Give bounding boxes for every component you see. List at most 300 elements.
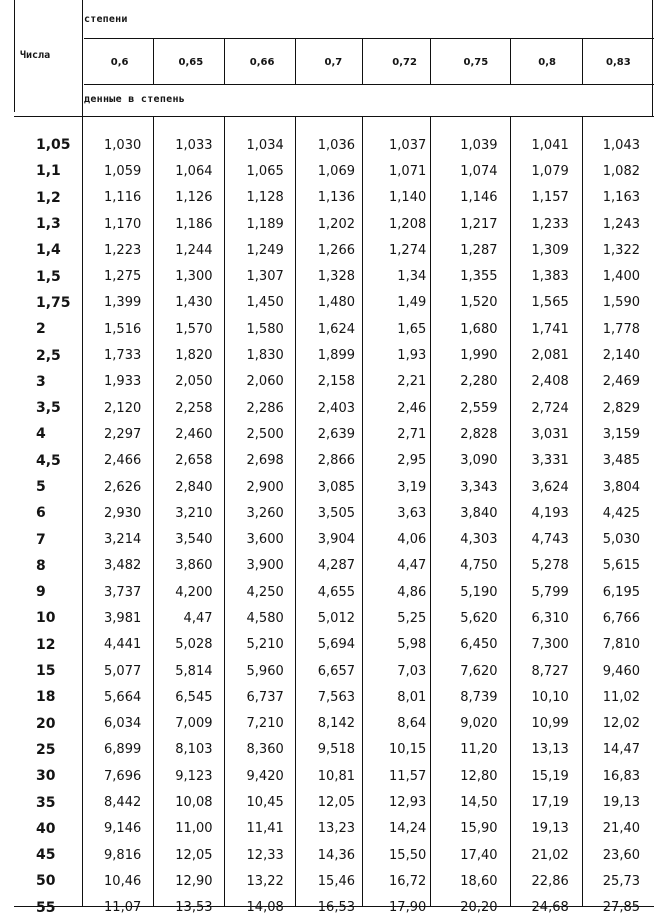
table-row xyxy=(14,395,654,421)
power-value-cell: 1,399 xyxy=(104,295,142,311)
row-number-cell: 4 xyxy=(36,426,46,443)
power-value-cell: 6,657 xyxy=(317,663,355,679)
power-value-cell: 3,624 xyxy=(531,479,569,495)
power-value-cell: 1,830 xyxy=(246,348,284,364)
power-value-cell: 8,01 xyxy=(397,689,427,705)
header-column-rule xyxy=(430,38,431,84)
power-value-cell: 2,081 xyxy=(531,348,569,364)
table-row xyxy=(14,369,654,395)
power-value-cell: 5,012 xyxy=(317,610,355,626)
power-value-cell: 1,93 xyxy=(397,348,427,364)
row-number-cell: 3 xyxy=(36,373,46,390)
power-value-cell: 1,079 xyxy=(531,163,569,179)
power-value-cell: 6,899 xyxy=(104,742,142,758)
power-value-cell: 24,68 xyxy=(531,900,569,916)
row-number-cell: 2 xyxy=(36,321,46,338)
power-value-cell: 3,485 xyxy=(602,453,640,469)
row-number-cell: 1,75 xyxy=(36,294,71,311)
power-value-cell: 12,90 xyxy=(175,873,213,889)
power-value-cell: 3,540 xyxy=(175,532,213,548)
power-value-cell: 3,210 xyxy=(175,505,213,521)
power-value-cell: 10,81 xyxy=(317,768,355,784)
power-value-cell: 4,47 xyxy=(397,558,427,574)
power-value-cell: 4,287 xyxy=(317,558,355,574)
power-value-cell: 2,900 xyxy=(246,479,284,495)
power-value-cell: 1,990 xyxy=(460,348,498,364)
power-value-cell: 6,310 xyxy=(531,610,569,626)
header-exponent-label: степени xyxy=(84,14,128,25)
power-value-cell: 16,53 xyxy=(317,900,355,916)
power-value-cell: 1,590 xyxy=(602,295,640,311)
power-value-cell: 1,933 xyxy=(104,374,142,390)
power-value-cell: 1,680 xyxy=(460,321,498,337)
power-value-cell: 1,157 xyxy=(531,190,569,206)
power-value-cell: 10,46 xyxy=(104,873,142,889)
power-value-cell: 1,580 xyxy=(246,321,284,337)
power-value-cell: 2,658 xyxy=(175,453,213,469)
stub-divider-rule xyxy=(82,0,83,116)
table-row xyxy=(14,842,654,868)
power-value-cell: 2,829 xyxy=(602,400,640,416)
power-value-cell: 2,280 xyxy=(460,374,498,390)
power-value-cell: 12,80 xyxy=(460,768,498,784)
power-value-cell: 3,331 xyxy=(531,453,569,469)
power-value-cell: 1,307 xyxy=(246,269,284,285)
table-row xyxy=(14,684,654,710)
power-value-cell: 5,278 xyxy=(531,558,569,574)
power-value-cell: 1,202 xyxy=(317,216,355,232)
power-value-cell: 17,40 xyxy=(460,847,498,863)
power-value-cell: 11,00 xyxy=(175,821,213,837)
power-value-cell: 11,57 xyxy=(389,768,427,784)
power-value-cell: 19,13 xyxy=(602,795,640,811)
table-row xyxy=(14,132,654,158)
row-number-cell: 15 xyxy=(36,663,56,680)
power-value-cell: 1,65 xyxy=(397,321,427,337)
power-value-cell: 9,420 xyxy=(246,768,284,784)
power-value-cell: 1,383 xyxy=(531,269,569,285)
power-value-cell: 1,064 xyxy=(175,163,213,179)
power-value-cell: 5,694 xyxy=(317,637,355,653)
power-value-cell: 1,030 xyxy=(104,137,142,153)
power-value-cell: 10,10 xyxy=(531,689,569,705)
power-value-cell: 15,90 xyxy=(460,821,498,837)
power-value-cell: 2,95 xyxy=(397,453,427,469)
header-column-rule xyxy=(153,38,154,84)
power-value-cell: 9,146 xyxy=(104,821,142,837)
power-value-cell: 1,059 xyxy=(104,163,142,179)
table-row xyxy=(14,211,654,237)
power-value-cell: 4,441 xyxy=(104,637,142,653)
table-body xyxy=(14,132,654,921)
exponent-header-cell: 0,6 xyxy=(110,56,129,68)
power-value-cell: 1,163 xyxy=(602,190,640,206)
power-value-cell: 9,816 xyxy=(104,847,142,863)
table-row xyxy=(14,711,654,737)
power-value-cell: 3,63 xyxy=(397,505,427,521)
power-value-cell: 2,158 xyxy=(317,374,355,390)
table-row xyxy=(14,185,654,211)
power-value-cell: 1,480 xyxy=(317,295,355,311)
table-row xyxy=(14,553,654,579)
power-value-cell: 8,360 xyxy=(246,742,284,758)
power-value-cell: 10,45 xyxy=(246,795,284,811)
row-number-cell: 55 xyxy=(36,899,56,916)
header-number-column-label: Числа xyxy=(20,50,51,61)
power-value-cell: 1,322 xyxy=(602,242,640,258)
row-number-cell: 1,4 xyxy=(36,242,61,259)
power-value-cell: 5,615 xyxy=(602,558,640,574)
power-value-cell: 3,085 xyxy=(317,479,355,495)
power-value-cell: 12,02 xyxy=(602,716,640,732)
table-row xyxy=(14,448,654,474)
power-value-cell: 1,170 xyxy=(104,216,142,232)
power-value-cell: 3,840 xyxy=(460,505,498,521)
power-value-cell: 3,031 xyxy=(531,426,569,442)
exponent-header-cell: 0,65 xyxy=(178,56,204,68)
power-value-cell: 12,93 xyxy=(389,795,427,811)
power-value-cell: 7,300 xyxy=(531,637,569,653)
exponent-header-cell: 0,83 xyxy=(606,56,631,68)
header-raised-label: денные в степень xyxy=(84,94,186,105)
header-right-rule xyxy=(652,0,653,116)
power-value-cell: 19,13 xyxy=(531,821,569,837)
row-number-cell: 1,3 xyxy=(36,216,61,233)
power-value-cell: 13,22 xyxy=(246,873,284,889)
row-number-cell: 7 xyxy=(36,531,46,548)
power-value-cell: 7,563 xyxy=(317,689,355,705)
power-value-cell: 10,99 xyxy=(531,716,569,732)
power-value-cell: 4,655 xyxy=(317,584,355,600)
power-value-cell: 1,082 xyxy=(602,163,640,179)
row-number-cell: 3,5 xyxy=(36,400,61,417)
row-number-cell: 1,05 xyxy=(36,137,71,154)
power-value-cell: 1,49 xyxy=(397,295,427,311)
power-value-cell: 2,866 xyxy=(317,453,355,469)
exponent-header-cell: 0,66 xyxy=(249,56,275,68)
power-value-cell: 3,981 xyxy=(104,610,142,626)
power-value-cell: 6,034 xyxy=(104,716,142,732)
power-value-cell: 2,71 xyxy=(397,426,427,442)
power-value-cell: 17,19 xyxy=(531,795,569,811)
power-value-cell: 5,190 xyxy=(460,584,498,600)
power-value-cell: 6,545 xyxy=(175,689,213,705)
power-value-cell: 1,450 xyxy=(246,295,284,311)
power-value-cell: 8,103 xyxy=(175,742,213,758)
power-value-cell: 8,442 xyxy=(104,795,142,811)
power-value-cell: 1,074 xyxy=(460,163,498,179)
table-row xyxy=(14,868,654,894)
power-value-cell: 3,737 xyxy=(104,584,142,600)
power-value-cell: 1,34 xyxy=(397,269,427,285)
power-value-cell: 1,309 xyxy=(531,242,569,258)
power-value-cell: 5,664 xyxy=(104,689,142,705)
power-value-cell: 14,08 xyxy=(246,900,284,916)
power-value-cell: 1,266 xyxy=(317,242,355,258)
power-value-cell: 6,195 xyxy=(602,584,640,600)
power-value-cell: 4,425 xyxy=(602,505,640,521)
power-value-cell: 1,516 xyxy=(104,321,142,337)
power-value-cell: 5,028 xyxy=(175,637,213,653)
power-value-cell: 3,600 xyxy=(246,532,284,548)
power-value-cell: 2,466 xyxy=(104,453,142,469)
power-value-cell: 1,274 xyxy=(389,242,427,258)
power-value-cell: 9,460 xyxy=(602,663,640,679)
power-value-cell: 4,743 xyxy=(531,532,569,548)
row-number-cell: 50 xyxy=(36,873,56,890)
row-number-cell: 18 xyxy=(36,689,56,706)
power-value-cell: 4,580 xyxy=(246,610,284,626)
power-value-cell: 3,19 xyxy=(397,479,427,495)
power-value-cell: 4,200 xyxy=(175,584,213,600)
power-value-cell: 3,804 xyxy=(602,479,640,495)
power-value-cell: 14,24 xyxy=(389,821,427,837)
power-value-cell: 12,05 xyxy=(175,847,213,863)
power-value-cell: 25,73 xyxy=(602,873,640,889)
power-value-cell: 20,20 xyxy=(460,900,498,916)
power-value-cell: 5,799 xyxy=(531,584,569,600)
power-value-cell: 1,287 xyxy=(460,242,498,258)
header-column-rule xyxy=(295,38,296,84)
row-number-cell: 12 xyxy=(36,636,56,653)
power-value-cell: 9,518 xyxy=(317,742,355,758)
power-value-cell: 1,136 xyxy=(317,190,355,206)
power-value-cell: 1,233 xyxy=(531,216,569,232)
power-value-cell: 1,355 xyxy=(460,269,498,285)
power-value-cell: 2,828 xyxy=(460,426,498,442)
power-value-cell: 1,043 xyxy=(602,137,640,153)
power-value-cell: 1,300 xyxy=(175,269,213,285)
power-value-cell: 5,960 xyxy=(246,663,284,679)
table-row xyxy=(14,816,654,842)
header-top-rule xyxy=(84,38,654,39)
power-value-cell: 15,19 xyxy=(531,768,569,784)
power-value-cell: 2,500 xyxy=(246,426,284,442)
table-row xyxy=(14,237,654,263)
power-value-cell: 1,249 xyxy=(246,242,284,258)
power-value-cell: 1,244 xyxy=(175,242,213,258)
power-value-cell: 2,460 xyxy=(175,426,213,442)
power-value-cell: 1,778 xyxy=(602,321,640,337)
row-number-cell: 8 xyxy=(36,557,46,574)
power-value-cell: 23,60 xyxy=(602,847,640,863)
power-value-cell: 2,297 xyxy=(104,426,142,442)
row-number-cell: 5 xyxy=(36,479,46,495)
power-value-cell: 2,258 xyxy=(175,400,213,416)
power-value-cell: 5,620 xyxy=(460,610,498,626)
row-number-cell: 10 xyxy=(36,610,56,627)
power-value-cell: 5,98 xyxy=(397,637,427,653)
table-row xyxy=(14,342,654,368)
table-row xyxy=(14,290,654,316)
power-value-cell: 3,860 xyxy=(175,558,213,574)
power-value-cell: 16,83 xyxy=(602,768,640,784)
header-column-rule xyxy=(224,38,225,84)
table-row xyxy=(14,526,654,552)
row-number-cell: 4,5 xyxy=(36,452,61,469)
power-value-cell: 7,810 xyxy=(602,637,640,653)
power-value-cell: 2,140 xyxy=(602,348,640,364)
power-value-cell: 15,50 xyxy=(389,847,427,863)
exponent-header-cell: 0,75 xyxy=(463,56,489,68)
power-value-cell: 2,286 xyxy=(246,400,284,416)
power-value-cell: 1,570 xyxy=(175,321,213,337)
power-value-cell: 11,41 xyxy=(246,821,284,837)
power-value-cell: 6,737 xyxy=(246,689,284,705)
power-value-cell: 21,40 xyxy=(602,821,640,837)
power-value-cell: 3,214 xyxy=(104,532,142,548)
power-value-cell: 1,217 xyxy=(460,216,498,232)
power-value-cell: 1,126 xyxy=(175,190,213,206)
table-row xyxy=(14,579,654,605)
power-value-cell: 7,210 xyxy=(246,716,284,732)
power-value-cell: 2,408 xyxy=(531,374,569,390)
power-value-cell: 5,25 xyxy=(397,610,427,626)
power-value-cell: 4,303 xyxy=(460,532,498,548)
power-value-cell: 16,72 xyxy=(389,873,427,889)
power-value-cell: 1,069 xyxy=(317,163,355,179)
power-value-cell: 6,766 xyxy=(602,610,640,626)
power-value-cell: 10,08 xyxy=(175,795,213,811)
power-value-cell: 1,565 xyxy=(531,295,569,311)
power-value-cell: 13,53 xyxy=(175,900,213,916)
power-value-cell: 17,90 xyxy=(389,900,427,916)
power-value-cell: 14,36 xyxy=(317,847,355,863)
row-number-cell: 2,5 xyxy=(36,347,61,364)
power-value-cell: 3,159 xyxy=(602,426,640,442)
row-number-cell: 1,5 xyxy=(36,268,61,285)
power-value-cell: 1,034 xyxy=(246,137,284,153)
power-value-cell: 1,223 xyxy=(104,242,142,258)
power-value-cell: 1,820 xyxy=(175,348,213,364)
power-value-cell: 7,03 xyxy=(397,663,427,679)
power-value-cell: 13,13 xyxy=(531,742,569,758)
power-value-cell: 4,47 xyxy=(183,610,213,626)
row-number-cell: 30 xyxy=(36,768,56,785)
table-row xyxy=(14,421,654,447)
power-value-cell: 2,403 xyxy=(317,400,355,416)
power-value-cell: 11,20 xyxy=(460,742,498,758)
power-value-cell: 3,260 xyxy=(246,505,284,521)
exponent-header-cell: 0,8 xyxy=(538,56,556,68)
power-value-cell: 1,741 xyxy=(531,321,569,337)
stub-left-rule xyxy=(14,0,15,112)
power-value-cell: 1,208 xyxy=(389,216,427,232)
power-value-cell: 1,624 xyxy=(317,321,355,337)
power-value-cell: 8,727 xyxy=(531,663,569,679)
power-value-cell: 15,46 xyxy=(317,873,355,889)
table-row xyxy=(14,632,654,658)
power-value-cell: 1,430 xyxy=(175,295,213,311)
power-value-cell: 5,814 xyxy=(175,663,213,679)
power-value-cell: 1,275 xyxy=(104,269,142,285)
exponent-header-cell: 0,72 xyxy=(392,56,417,68)
power-value-cell: 4,86 xyxy=(397,584,427,600)
power-value-cell: 1,400 xyxy=(602,269,640,285)
row-number-cell: 35 xyxy=(36,794,56,811)
table-row xyxy=(14,789,654,815)
power-value-cell: 1,037 xyxy=(389,137,427,153)
power-value-cell: 6,450 xyxy=(460,637,498,653)
power-value-cell: 21,02 xyxy=(531,847,569,863)
power-value-cell: 10,15 xyxy=(389,742,427,758)
header-mid-rule xyxy=(84,84,654,85)
table-row xyxy=(14,658,654,684)
power-value-cell: 8,142 xyxy=(317,716,355,732)
power-value-cell: 1,041 xyxy=(531,137,569,153)
row-number-cell: 1,1 xyxy=(36,163,61,180)
power-value-cell: 8,739 xyxy=(460,689,498,705)
row-number-cell: 9 xyxy=(36,584,46,601)
table-row xyxy=(14,158,654,184)
power-value-cell: 7,620 xyxy=(460,663,498,679)
power-value-cell: 1,186 xyxy=(175,216,213,232)
power-value-cell: 2,469 xyxy=(602,374,640,390)
table-row xyxy=(14,737,654,763)
row-number-cell: 45 xyxy=(36,847,56,864)
table-row xyxy=(14,500,654,526)
power-value-cell: 2,626 xyxy=(104,479,142,495)
power-value-cell: 3,343 xyxy=(460,479,498,495)
table-row xyxy=(14,263,654,289)
exponent-header-row xyxy=(84,40,654,84)
power-value-cell: 2,639 xyxy=(317,426,355,442)
power-value-cell: 4,750 xyxy=(460,558,498,574)
power-value-cell: 27,85 xyxy=(602,900,640,916)
power-value-cell: 2,698 xyxy=(246,453,284,469)
power-value-cell: 2,930 xyxy=(104,505,142,521)
power-value-cell: 3,482 xyxy=(104,558,142,574)
power-value-cell: 5,077 xyxy=(104,663,142,679)
table-row xyxy=(14,605,654,631)
power-value-cell: 11,02 xyxy=(602,689,640,705)
power-value-cell: 1,116 xyxy=(104,190,142,206)
power-value-cell: 4,06 xyxy=(397,532,427,548)
power-value-cell: 2,050 xyxy=(175,374,213,390)
power-value-cell: 12,05 xyxy=(317,795,355,811)
header-column-rule xyxy=(362,38,363,84)
header-bottom-rule xyxy=(14,116,654,117)
power-value-cell: 18,60 xyxy=(460,873,498,889)
power-value-cell: 1,033 xyxy=(175,137,213,153)
power-value-cell: 1,146 xyxy=(460,190,498,206)
power-value-cell: 9,020 xyxy=(460,716,498,732)
power-value-cell: 3,900 xyxy=(246,558,284,574)
power-value-cell: 12,33 xyxy=(246,847,284,863)
power-value-cell: 5,030 xyxy=(602,532,640,548)
power-value-cell: 4,250 xyxy=(246,584,284,600)
power-value-cell: 1,189 xyxy=(246,216,284,232)
power-value-cell: 1,899 xyxy=(317,348,355,364)
power-value-cell: 1,140 xyxy=(389,190,427,206)
power-value-cell: 13,23 xyxy=(317,821,355,837)
power-value-cell: 2,46 xyxy=(397,400,427,416)
power-value-cell: 4,193 xyxy=(531,505,569,521)
power-value-cell: 3,904 xyxy=(317,532,355,548)
power-value-cell: 2,840 xyxy=(175,479,213,495)
row-number-cell: 25 xyxy=(36,741,56,758)
power-value-cell: 1,071 xyxy=(389,163,427,179)
table-row xyxy=(14,763,654,789)
power-value-cell: 2,060 xyxy=(246,374,284,390)
power-value-cell: 1,328 xyxy=(317,269,355,285)
power-value-cell: 14,50 xyxy=(460,795,498,811)
power-value-cell: 2,21 xyxy=(397,374,427,390)
power-value-cell: 1,039 xyxy=(460,137,498,153)
table-row xyxy=(14,316,654,342)
row-number-cell: 6 xyxy=(36,505,46,522)
power-value-cell: 1,733 xyxy=(104,348,142,364)
